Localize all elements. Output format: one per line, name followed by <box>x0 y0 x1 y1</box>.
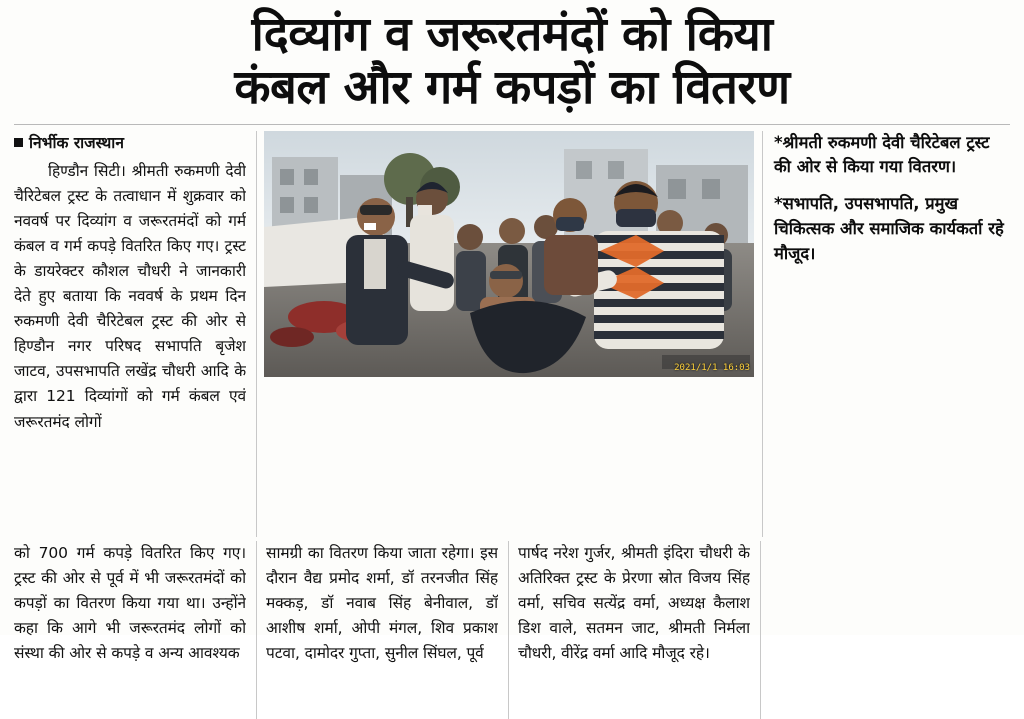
lower-column-1-text: को 700 गर्म कपड़े वितरित किए गए। ट्रस्ट की ओर से पूर्व में भी जरूरतमंदों को कपड़ों का वितरण किया गया था। उन्होंने कहा कि आगे भी जरूरतमंद लोगों को संस्था की ओर से कपड़े व अन्य आवश्यक <box>14 543 246 662</box>
highlights-column <box>762 131 1010 537</box>
lower-column-2 <box>256 541 508 719</box>
lower-column-1 <box>14 541 256 719</box>
article-lower-columns <box>14 541 1010 719</box>
byline-label: निर्भीक राजस्थान <box>29 133 124 152</box>
left-column <box>14 131 256 537</box>
headline-line-1: दिव्यांग व जरूरतमंदों को किया <box>251 7 773 62</box>
photo-timestamp: 2021/1/1 16:03 <box>674 362 750 373</box>
article-upper-columns <box>14 131 1010 537</box>
left-column-paragraph: हिण्डौन सिटी। श्रीमती रुकमणी देवी चैरिटेबल ट्रस्ट के तत्वाधान में शुक्रवार को नववर्ष पर दिव्यांग व जरूरतमंदों को गर्म कंबल व गर्म कपड़े वितरित किए गए। ट्रस्ट के डायरेक्टर कौशल चौधरी ने जानकारी देते हुए बताया कि नववर्ष के प्रथम दिन रुकमणी देवी चैरिटेबल ट्रस्ट की ओर से हिण्डौन नगर परिषद सभापति बृजेश जाटव, उपसभापति लखेंद्र चौधरी आदि के द्वारा 121 दिव्यांगों को गर्म कंबल एवं जरूरतमंद लोगों <box>14 161 246 431</box>
photo-illustration <box>264 131 754 377</box>
filled-square-icon <box>14 138 23 147</box>
lower-column-3 <box>508 541 760 719</box>
photo-column <box>256 131 762 537</box>
byline <box>14 131 246 153</box>
lower-column-4-text <box>772 541 1008 719</box>
blanket-distribution-photo <box>264 131 754 377</box>
lower-column-3-text: पार्षद नरेश गुर्जर, श्रीमती इंदिरा चौधरी के अतिरिक्त ट्रस्ट के प्रेरणा स्रोत विजय सिंह वर्मा, सचिव सत्येंद्र वर्मा, अध्यक्ष कैलाश डिश वाले, सतमन जाट, श्रीमती निर्मला चौधरी, वीरेंद्र वर्मा आदि मौजूद रहे। <box>518 543 750 662</box>
lower-column-2-text: सामग्री का वितरण किया जाता रहेगा। इस दौरान वैद्य प्रमोद शर्मा, डॉ तरनजीत सिंह मक्कड़, डॉ नवाब सिंह बेनीवाल, डॉ आशीष शर्मा, ओपी मंगल, शिव प्रकाश पटवा, दामोदर गुप्ता, सुनील सिंघल, पूर्व <box>266 543 498 662</box>
highlight-item-1: *श्रीमती रुकमणी देवी चैरिटेबल ट्रस्ट की ओर से किया गया वितरण। <box>774 132 990 177</box>
page-title <box>14 7 1010 115</box>
highlight-item-2: *सभापति, उपसभापति, प्रमुख चिकित्सक और समाजिक कार्यकर्ता रहे मौजूद। <box>774 194 1004 263</box>
headline-line-2: कंबल और गर्म कपड़ों का वितरण <box>234 59 790 115</box>
headline-divider <box>14 124 1010 125</box>
lower-column-4 <box>760 541 1008 719</box>
